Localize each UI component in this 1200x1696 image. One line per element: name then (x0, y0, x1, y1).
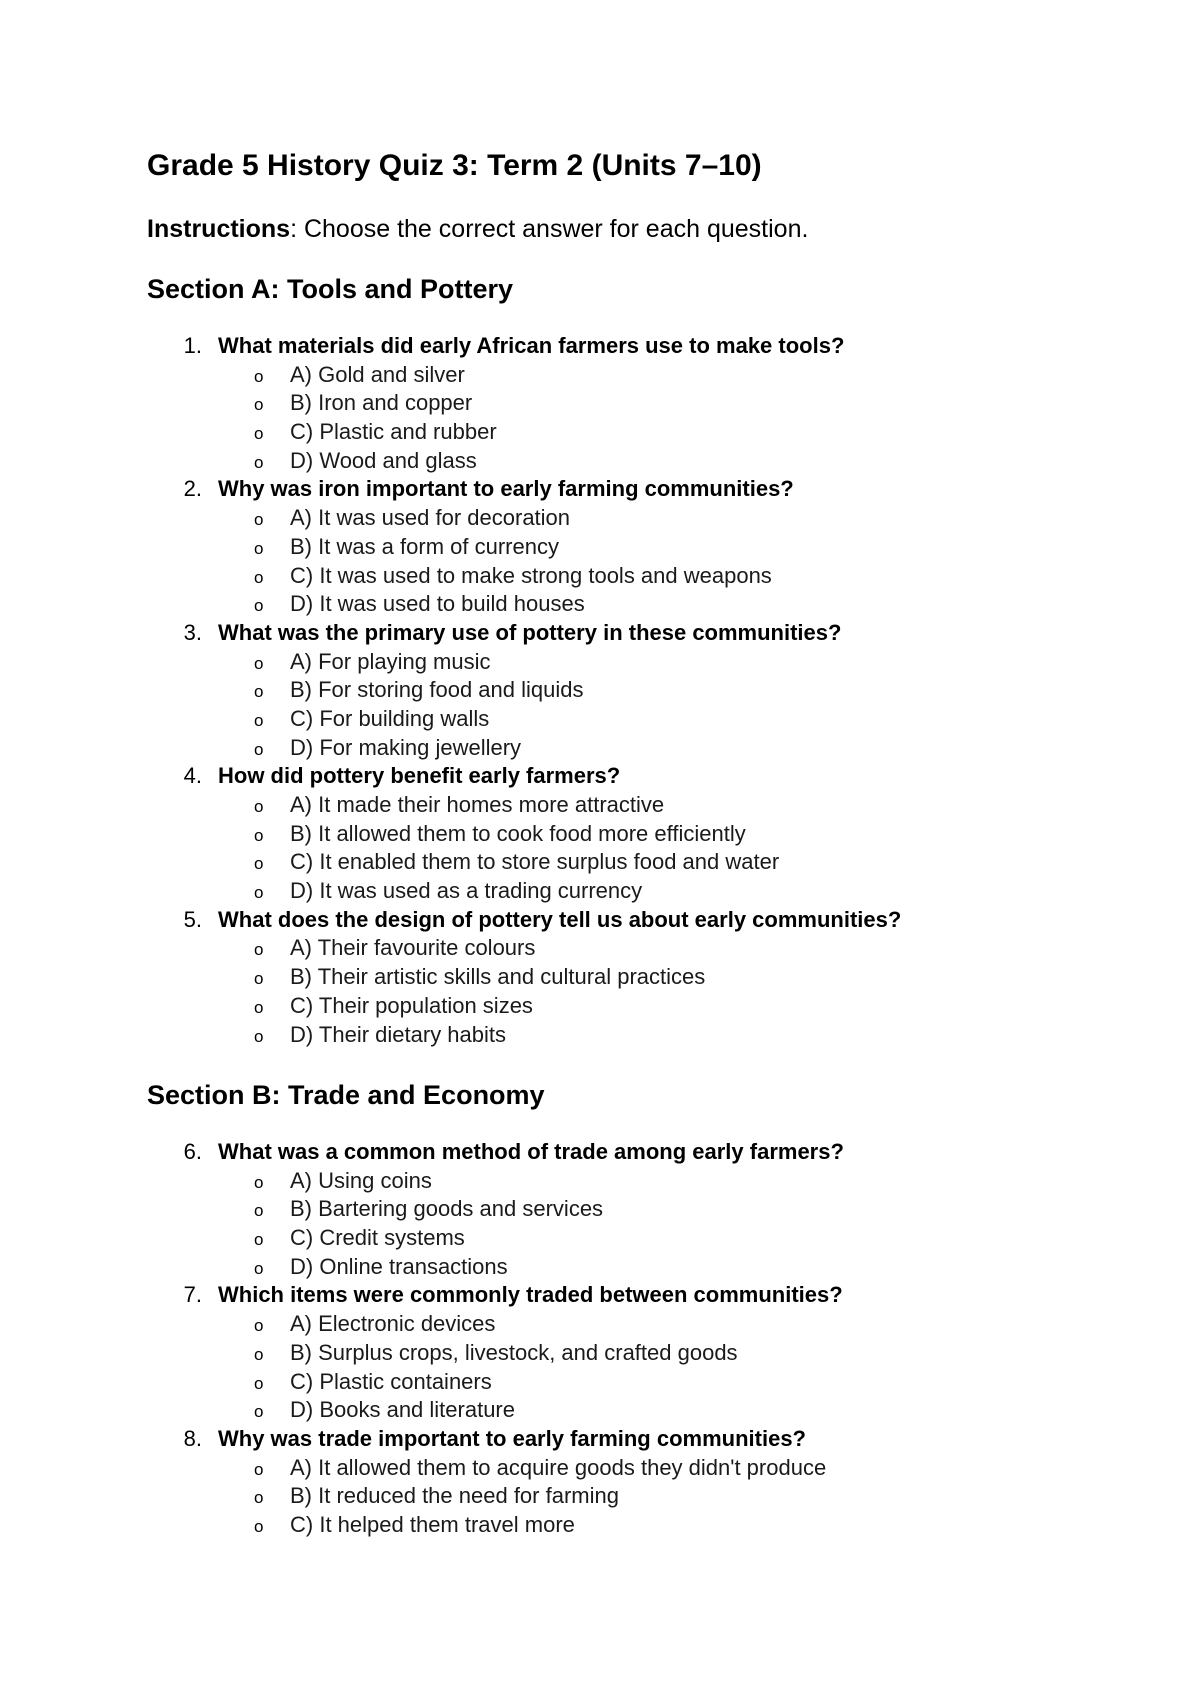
question-number: 2. (183, 476, 202, 502)
question-line (0, 906, 1200, 935)
option-bullet: o (254, 1373, 264, 1393)
question-number: 4. (183, 763, 202, 789)
answer-option (0, 1224, 1200, 1253)
option-bullet: o (254, 1402, 264, 1422)
answer-option (0, 992, 1200, 1021)
option-text: A) Electronic devices (290, 1311, 496, 1337)
option-text: D) It was used to build houses (290, 591, 585, 617)
answer-option (0, 1396, 1200, 1425)
answer-option (0, 648, 1200, 677)
answer-option (0, 418, 1200, 447)
option-bullet: o (254, 1316, 264, 1336)
option-bullet: o (254, 366, 264, 386)
option-text: A) Their favourite colours (290, 935, 536, 961)
answer-option (0, 1195, 1200, 1224)
option-bullet: o (254, 567, 264, 587)
option-text: C) Credit systems (290, 1225, 465, 1251)
option-text: C) Plastic and rubber (290, 419, 497, 445)
option-text: C) For building walls (290, 705, 490, 731)
question-line (0, 1425, 1200, 1454)
answer-option (0, 590, 1200, 619)
answer-option (0, 791, 1200, 820)
option-bullet: o (254, 1026, 264, 1046)
option-bullet: o (254, 538, 264, 558)
option-bullet: o (254, 1230, 264, 1250)
option-text: D) It was used as a trading currency (290, 878, 643, 904)
question-line (0, 475, 1200, 504)
answer-option (0, 1482, 1200, 1511)
question-number: 5. (183, 906, 202, 932)
question-line (0, 1138, 1200, 1167)
option-text: B) Iron and copper (290, 390, 473, 416)
option-bullet: o (254, 1459, 264, 1479)
option-text: A) It allowed them to acquire goods they didn't produce (290, 1454, 827, 1480)
answer-option (0, 676, 1200, 705)
option-text: C) Plastic containers (290, 1368, 492, 1394)
option-bullet: o (254, 940, 264, 960)
option-bullet: o (254, 653, 264, 673)
answer-option (0, 934, 1200, 963)
option-bullet: o (254, 1344, 264, 1364)
option-text: D) For making jewellery (290, 734, 522, 760)
option-text: B) Their artistic skills and cultural practices (290, 964, 706, 990)
option-bullet: o (254, 710, 264, 730)
question-line (0, 762, 1200, 791)
question-number: 7. (183, 1282, 202, 1308)
page-title: Grade 5 History Quiz 3: Term 2 (Units 7–10) (147, 149, 762, 182)
question-item (0, 1138, 1200, 1281)
question-item (0, 475, 1200, 618)
option-text: D) Books and literature (290, 1397, 515, 1423)
answer-option (0, 562, 1200, 591)
option-bullet: o (254, 452, 264, 472)
option-bullet: o (254, 1516, 264, 1536)
option-text: B) Surplus crops, livestock, and crafted goods (290, 1339, 738, 1365)
option-text: C) It helped them travel more (290, 1511, 575, 1537)
option-bullet: o (254, 596, 264, 616)
question-text: Why was iron important to early farming communities? (218, 476, 794, 502)
option-bullet: o (254, 739, 264, 759)
option-text: A) It made their homes more attractive (290, 792, 665, 817)
answer-option (0, 389, 1200, 418)
instructions-text: : Choose the correct answer for each question. (290, 215, 809, 243)
question-text: What was a common method of trade among early farmers? (218, 1139, 844, 1164)
question-text: Which items were commonly traded between communities? (218, 1282, 843, 1308)
question-number: 1. (183, 333, 202, 358)
option-bullet: o (254, 1172, 264, 1192)
option-text: D) Online transactions (290, 1253, 508, 1279)
question-line (0, 619, 1200, 648)
answer-option (0, 504, 1200, 533)
option-text: B) It was a form of currency (290, 533, 559, 559)
answer-option (0, 1454, 1200, 1483)
question-text: How did pottery benefit early farmers? (218, 763, 621, 789)
section-b-heading: Section B: Trade and Economy (147, 1080, 545, 1110)
option-text: B) It allowed them to cook food more efficiently (290, 820, 746, 846)
question-line (0, 1281, 1200, 1310)
answer-option (0, 1167, 1200, 1196)
answer-option (0, 963, 1200, 992)
option-bullet: o (254, 682, 264, 702)
option-bullet: o (254, 510, 264, 530)
option-bullet: o (254, 424, 264, 444)
option-bullet: o (254, 854, 264, 874)
answer-option (0, 1310, 1200, 1339)
answer-option (0, 734, 1200, 763)
option-text: B) It reduced the need for farming (290, 1483, 619, 1509)
question-number: 8. (183, 1425, 202, 1451)
answer-option (0, 705, 1200, 734)
option-text: B) For storing food and liquids (290, 677, 584, 703)
instructions (147, 211, 808, 247)
question-text: What materials did early African farmers use to make tools? (218, 333, 845, 358)
option-bullet: o (254, 825, 264, 845)
question-item (0, 619, 1200, 762)
option-text: A) It was used for decoration (290, 505, 571, 531)
section-b-question-list (0, 1138, 1200, 1540)
option-bullet: o (254, 1488, 264, 1508)
question-item (0, 762, 1200, 905)
question-number: 6. (183, 1139, 202, 1164)
answer-option (0, 1021, 1200, 1050)
question-text: What was the primary use of pottery in these communities? (218, 619, 842, 645)
option-bullet: o (254, 797, 264, 816)
question-line (0, 332, 1200, 361)
question-number: 3. (183, 619, 202, 645)
option-bullet: o (254, 1201, 264, 1221)
answer-option (0, 361, 1200, 390)
answer-option (0, 1339, 1200, 1368)
option-text: D) Their dietary habits (290, 1021, 507, 1047)
answer-option (0, 820, 1200, 849)
option-text: B) Bartering goods and services (290, 1196, 604, 1222)
option-bullet: o (254, 1258, 264, 1278)
question-text: Why was trade important to early farming communities? (218, 1425, 806, 1451)
option-bullet: o (254, 395, 264, 415)
answer-option (0, 533, 1200, 562)
option-text: C) It enabled them to store surplus food and water (290, 849, 780, 875)
answer-option (0, 447, 1200, 476)
answer-option (0, 1253, 1200, 1282)
option-bullet: o (254, 883, 264, 903)
answer-option (0, 1368, 1200, 1397)
section-a-heading: Section A: Tools and Pottery (147, 274, 514, 304)
option-text: A) For playing music (290, 648, 491, 674)
option-text: C) Their population sizes (290, 992, 533, 1018)
option-text: C) It was used to make strong tools and weapons (290, 562, 772, 588)
question-item (0, 1281, 1200, 1424)
option-bullet: o (254, 969, 264, 989)
question-item (0, 906, 1200, 1049)
instructions-label: Instructions (147, 215, 291, 243)
answer-option (0, 848, 1200, 877)
answer-option (0, 1511, 1200, 1540)
answer-option (0, 877, 1200, 906)
option-text: A) Gold and silver (290, 361, 465, 387)
option-text: A) Using coins (290, 1167, 432, 1193)
option-bullet: o (254, 997, 264, 1017)
question-text: What does the design of pottery tell us about early communities? (218, 906, 902, 932)
question-item (0, 1425, 1200, 1540)
section-a-question-list (0, 332, 1200, 1049)
option-text: D) Wood and glass (290, 447, 477, 473)
question-item (0, 332, 1200, 475)
